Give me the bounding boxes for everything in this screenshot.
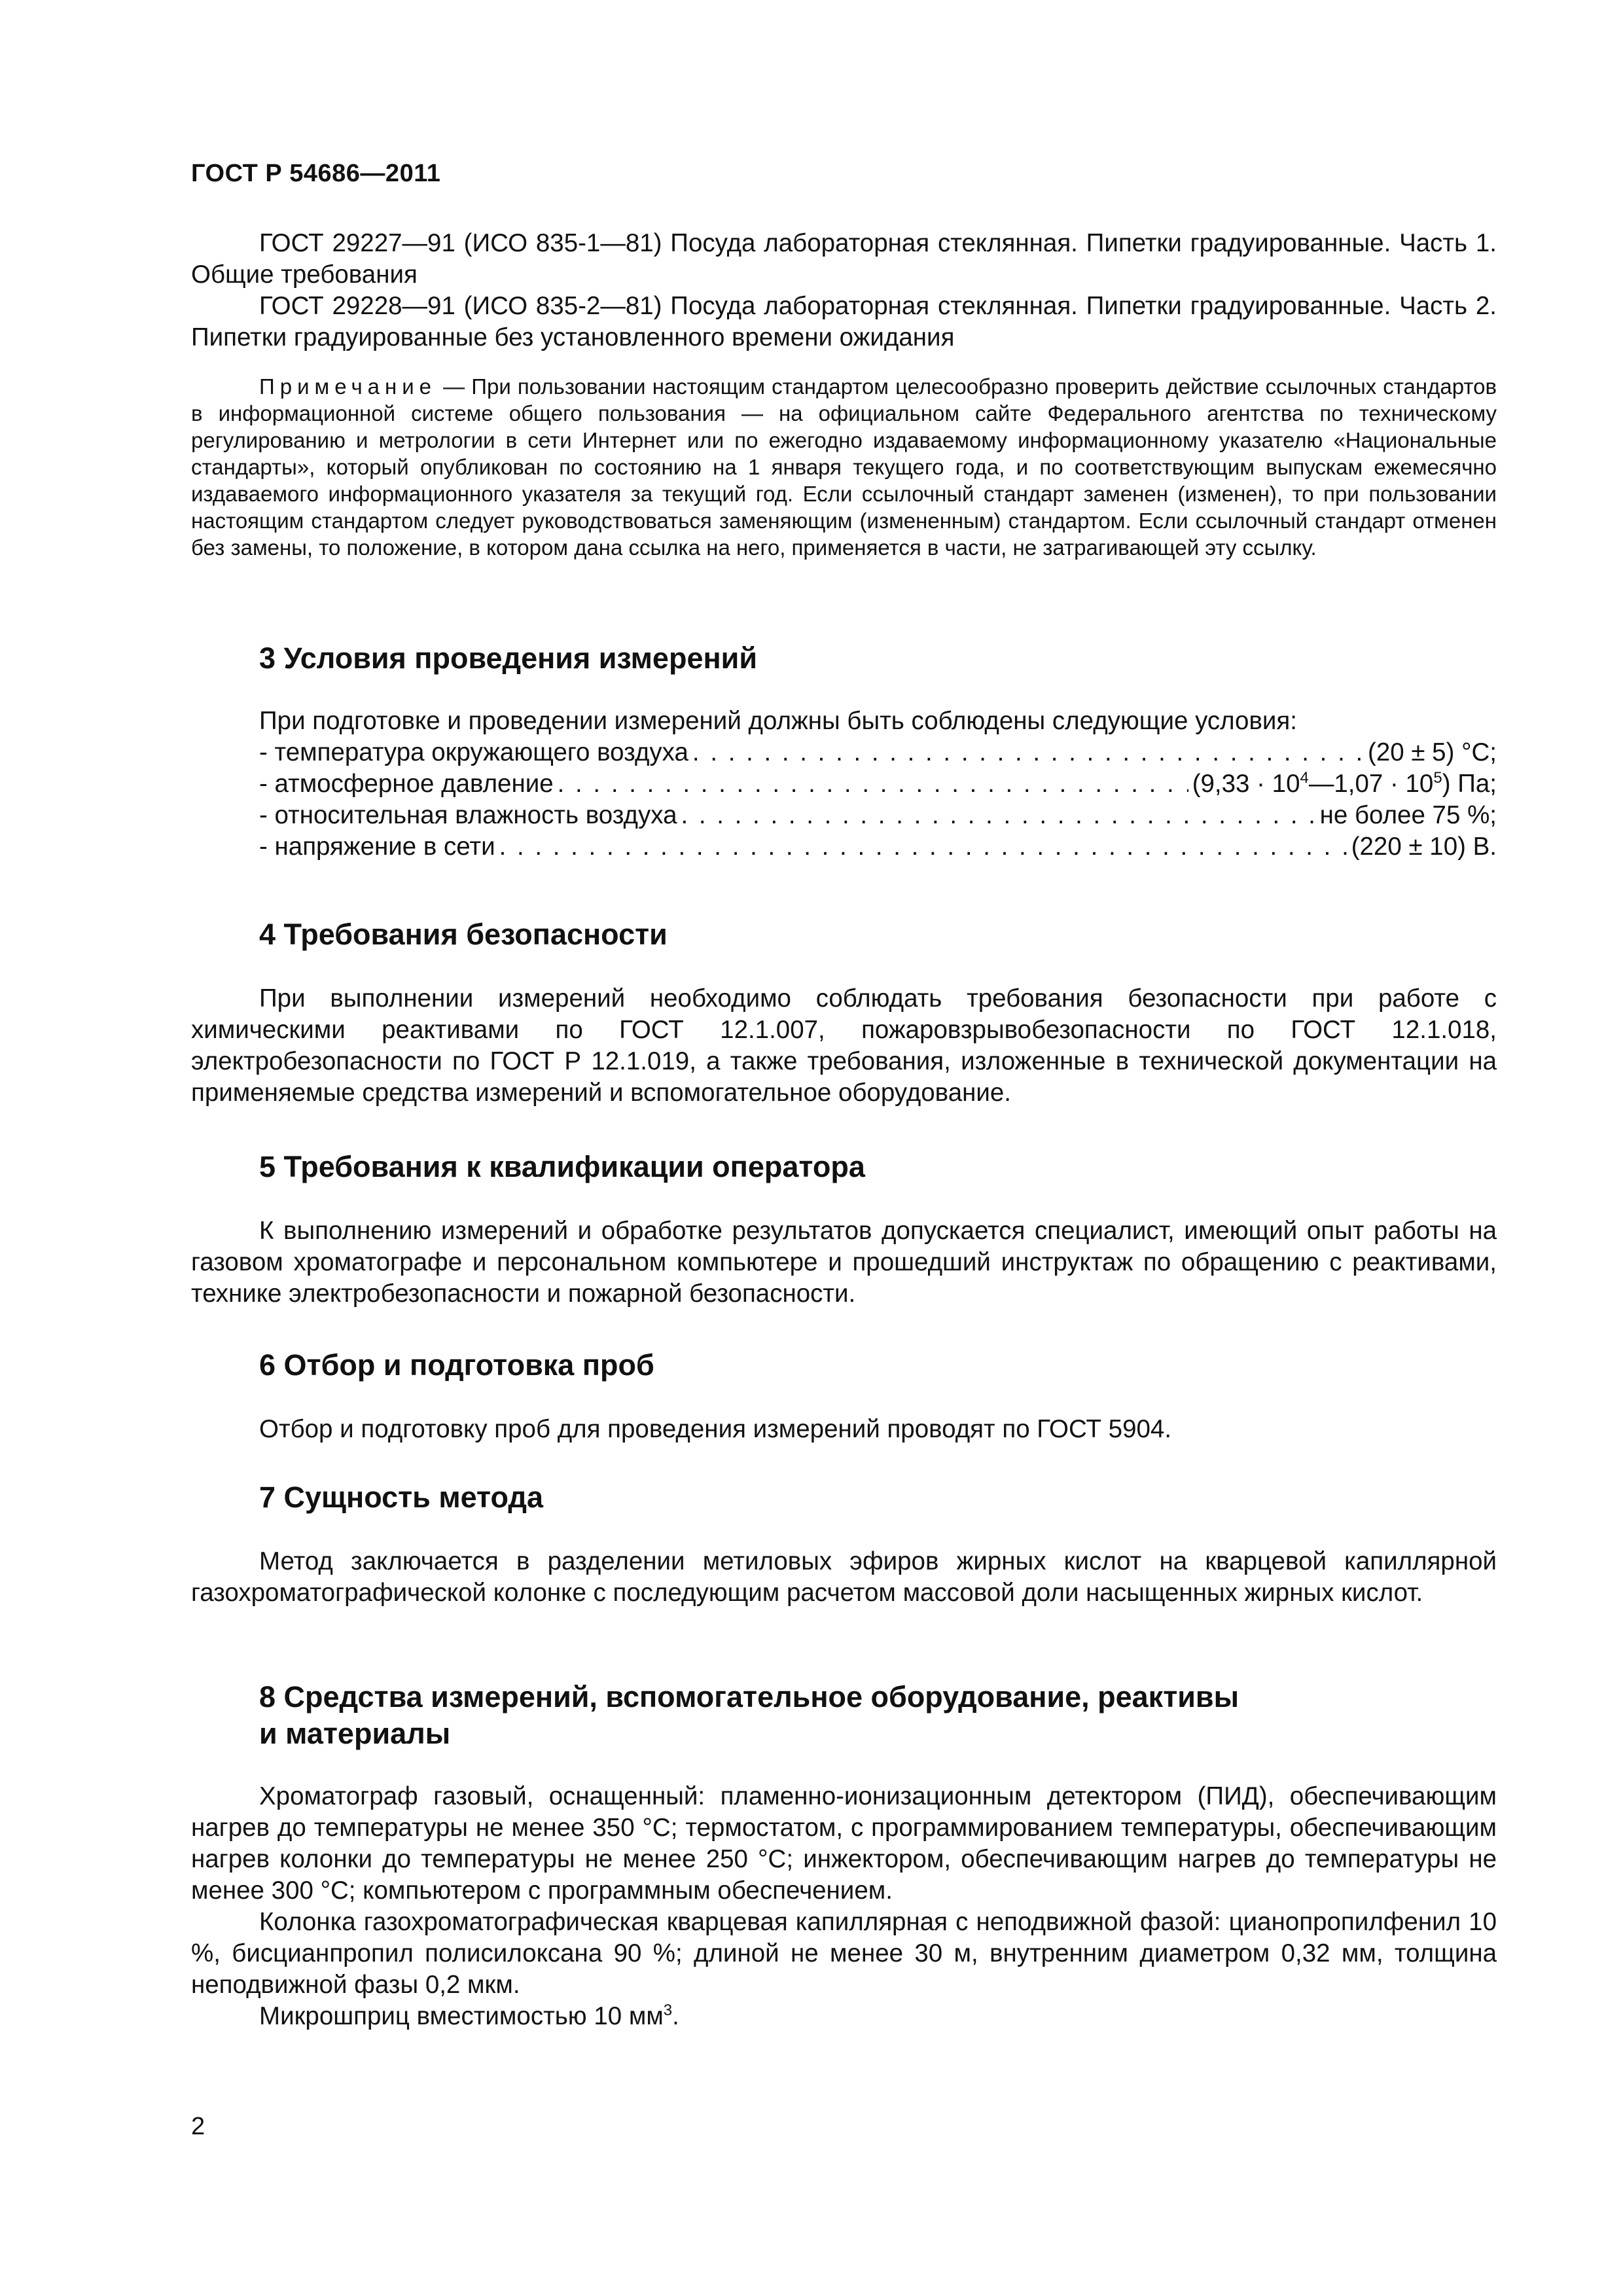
section-text: При выполнении измерений необходимо соблюдать требования безопасности при работе с химическими реактивами по ГОСТ 12.1.007, пожаровзрывобезопасности по ГОСТ 12.1.018, электробезопасности по ГОСТ Р 12.1.019, а также требования, изложенные в технической документации на применяемые средства измерений и вспомогательное оборудование. <box>191 984 1497 1107</box>
leader-dots <box>499 831 1347 863</box>
value-part: —1,07 · 10 <box>1308 770 1434 798</box>
section-intro: При подготовке и проведении измерений должны быть соблюдены следующие условия: <box>259 707 1297 735</box>
condition-label: - относительная влажность воздуха <box>259 801 677 829</box>
section-heading: 6 Отбор и подготовка проб <box>259 1348 654 1382</box>
section-text: Метод заключается в разделении метиловых эфиров жирных кислот на кварцевой капиллярной газохроматографической колонке с последующим расчетом массовой доли насыщенных жирных кислот. <box>191 1547 1497 1607</box>
section-5 <box>191 1149 1497 1310</box>
section-heading: 3 Условия проведения измерений <box>259 641 757 675</box>
condition-value: не более 75 %; <box>1319 801 1497 829</box>
text-part: Микрошприц вместимостью 10 мм <box>259 2002 664 2030</box>
leader-dots <box>558 768 1188 800</box>
page-number: 2 <box>191 2113 205 2140</box>
section-text: Колонка газохроматографическая кварцевая капиллярная с неподвижной фазой: цианопропилфенил 10 %, бисцианпропил полисилоксана 90 %; длиной не менее 30 м, внутренним диаметром 0,32 мм, толщина неподвижной фазы 0,2 мкм. <box>191 1908 1497 1999</box>
value-part: (9,33 · 10 <box>1192 770 1300 798</box>
condition-row <box>191 737 1497 768</box>
exponent: 3 <box>663 2001 673 2020</box>
section-heading: 4 Требования безопасности <box>259 918 668 951</box>
section-4 <box>191 916 1497 1109</box>
section-text: Отбор и подготовку проб для проведения измерений проводят по ГОСТ 5904. <box>259 1415 1172 1443</box>
section-text: Хроматограф газовый, оснащенный: пламенно-ионизационным детектором (ПИД), обеспечивающим нагрев до температуры не менее 350 °С; термостатом, с программированием температуры, обеспечивающим нагрев колонки до температуры не менее 250 °С; инжектором, обеспечивающим нагрев до температуры не менее 300 °С; компьютером с программным обеспечением. <box>191 1782 1497 1905</box>
leader-dots <box>692 737 1364 768</box>
note-text: — При пользовании настоящим стандартом целесообразно проверить действие ссылочных стандартов в информационной системе общего пользования — на официальном сайте Федерального агентства по техническому регулированию и метрологии в сети Интернет или по ежегодно издаваемому информационному указателю «Национальные стандарты», который опубликован по состоянию на 1 января текущего года, и по соответствующим выпускам ежемесячно издаваемого информационного указателя за текущий год. Если ссылочный стандарт заменен (изменен), то при пользовании настоящим стандартом следует руководствоваться заменяющим (измененным) стандартом. Если ссылочный стандарт отменен без замены, то положение, в котором дана ссылка на него, применяется в части, не затрагивающей эту ссылку. <box>191 374 1497 560</box>
leader-dots <box>681 800 1315 831</box>
section-heading: 8 Средства измерений, вспомогательное оборудование, реактивы <box>259 1680 1239 1713</box>
condition-label: - напряжение в сети <box>259 833 495 861</box>
section-6 <box>191 1347 1497 1445</box>
note-label: Примечание <box>259 374 437 399</box>
section-heading: 7 Сущность метода <box>259 1480 543 1514</box>
section-heading: 5 Требования к квалификации оператора <box>259 1150 865 1183</box>
reference-item: ГОСТ 29228—91 (ИСО 835-2—81) Посуда лабораторная стеклянная. Пипетки градуированные. Часть 2. Пипетки градуированные без установленного времени ожидания <box>191 292 1497 351</box>
condition-row <box>191 800 1497 831</box>
condition-label: - температура окружающего воздуха <box>259 738 688 766</box>
value-part: ) Па; <box>1442 770 1497 798</box>
condition-row <box>191 768 1497 800</box>
exponent: 5 <box>1433 769 1442 787</box>
text-part: . <box>672 2002 679 2030</box>
section-text: К выполнению измерений и обработке результатов допускается специалист, имеющий опыт работы на газовом хроматографе и персональном компьютере и прошедший инструктаж по обращению с реактивами, технике электробезопасности и пожарной безопасности. <box>191 1217 1497 1308</box>
reference-item: ГОСТ 29227—91 (ИСО 835-1—81) Посуда лабораторная стеклянная. Пипетки градуированные. Часть 1. Общие требования <box>191 229 1497 289</box>
condition-value <box>1192 768 1497 800</box>
note-paragraph <box>191 373 1497 561</box>
section-3 <box>191 640 1497 863</box>
section-text <box>191 2001 1497 2032</box>
condition-value: (20 ± 5) °С; <box>1368 738 1497 766</box>
condition-row <box>191 831 1497 863</box>
exponent: 4 <box>1300 769 1309 787</box>
condition-value: (220 ± 10) В. <box>1351 833 1497 861</box>
note-block <box>191 373 1497 561</box>
condition-label: - атмосферное давление <box>259 770 554 798</box>
document-code-header: ГОСТ Р 54686—2011 <box>191 160 441 187</box>
section-heading-continued: и материалы <box>259 1717 451 1750</box>
normative-references <box>191 228 1497 353</box>
section-8 <box>191 1679 1497 2032</box>
section-7 <box>191 1479 1497 1609</box>
